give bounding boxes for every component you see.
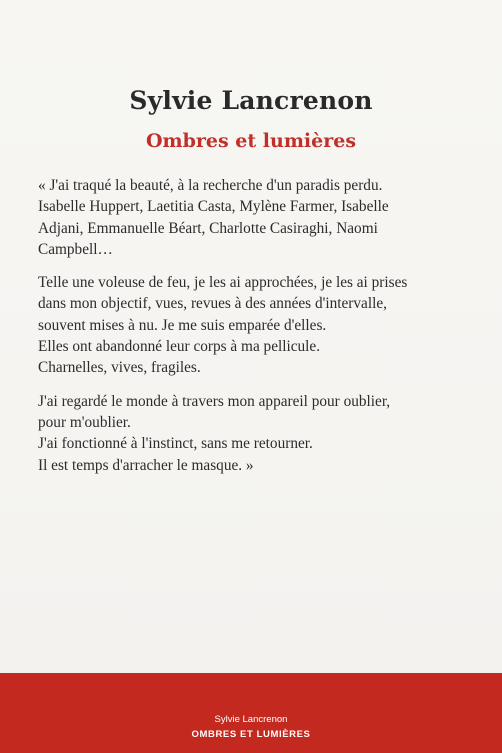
blurb-line: Il est temps d'arracher le masque. »: [38, 456, 254, 474]
blurb-line: Elles ont abandonné leur corps à ma pellicule.: [38, 338, 321, 356]
blurb-paragraph-1: [38, 175, 478, 260]
blurb-line: J'ai fonctionné à l'instinct, sans me retourner.: [38, 435, 313, 453]
blurb-text: [38, 175, 478, 488]
footer-author-name: Sylvie Lancrenon: [214, 714, 288, 725]
blurb-line: Telle une voleuse de feu, je les ai approchées, je les ai prises: [38, 274, 408, 292]
blurb-line: Adjani, Emmanuelle Béart, Charlotte Casiraghi, Naomi: [38, 219, 378, 237]
blurb-line: Isabelle Huppert, Laetitia Casta, Mylène Farmer, Isabelle: [38, 198, 389, 216]
blurb-line: pour m'oublier.: [38, 413, 131, 431]
blurb-line: J'ai regardé le monde à travers mon appareil pour oublier,: [38, 392, 391, 410]
blurb-line: Campbell…: [38, 240, 113, 258]
blurb-line: « J'ai traqué la beauté, à la recherche d'un paradis perdu.: [38, 177, 383, 194]
red-footer-band: [0, 673, 502, 753]
blurb-line: souvent mises à nu. Je me suis emparée d'elles.: [38, 316, 327, 334]
blurb-line: dans mon objectif, vues, revues à des années d'intervalle,: [38, 295, 387, 313]
footer-book-title: OMBRES ET LUMIÈRES: [191, 729, 311, 740]
blurb-paragraph-3: [38, 391, 478, 476]
blurb-line: Charnelles, vives, fragiles.: [38, 359, 201, 377]
blurb-paragraph-2: [38, 272, 478, 378]
author-name: Sylvie Lancrenon: [129, 86, 373, 115]
book-title: Ombres et lumières: [145, 130, 357, 152]
